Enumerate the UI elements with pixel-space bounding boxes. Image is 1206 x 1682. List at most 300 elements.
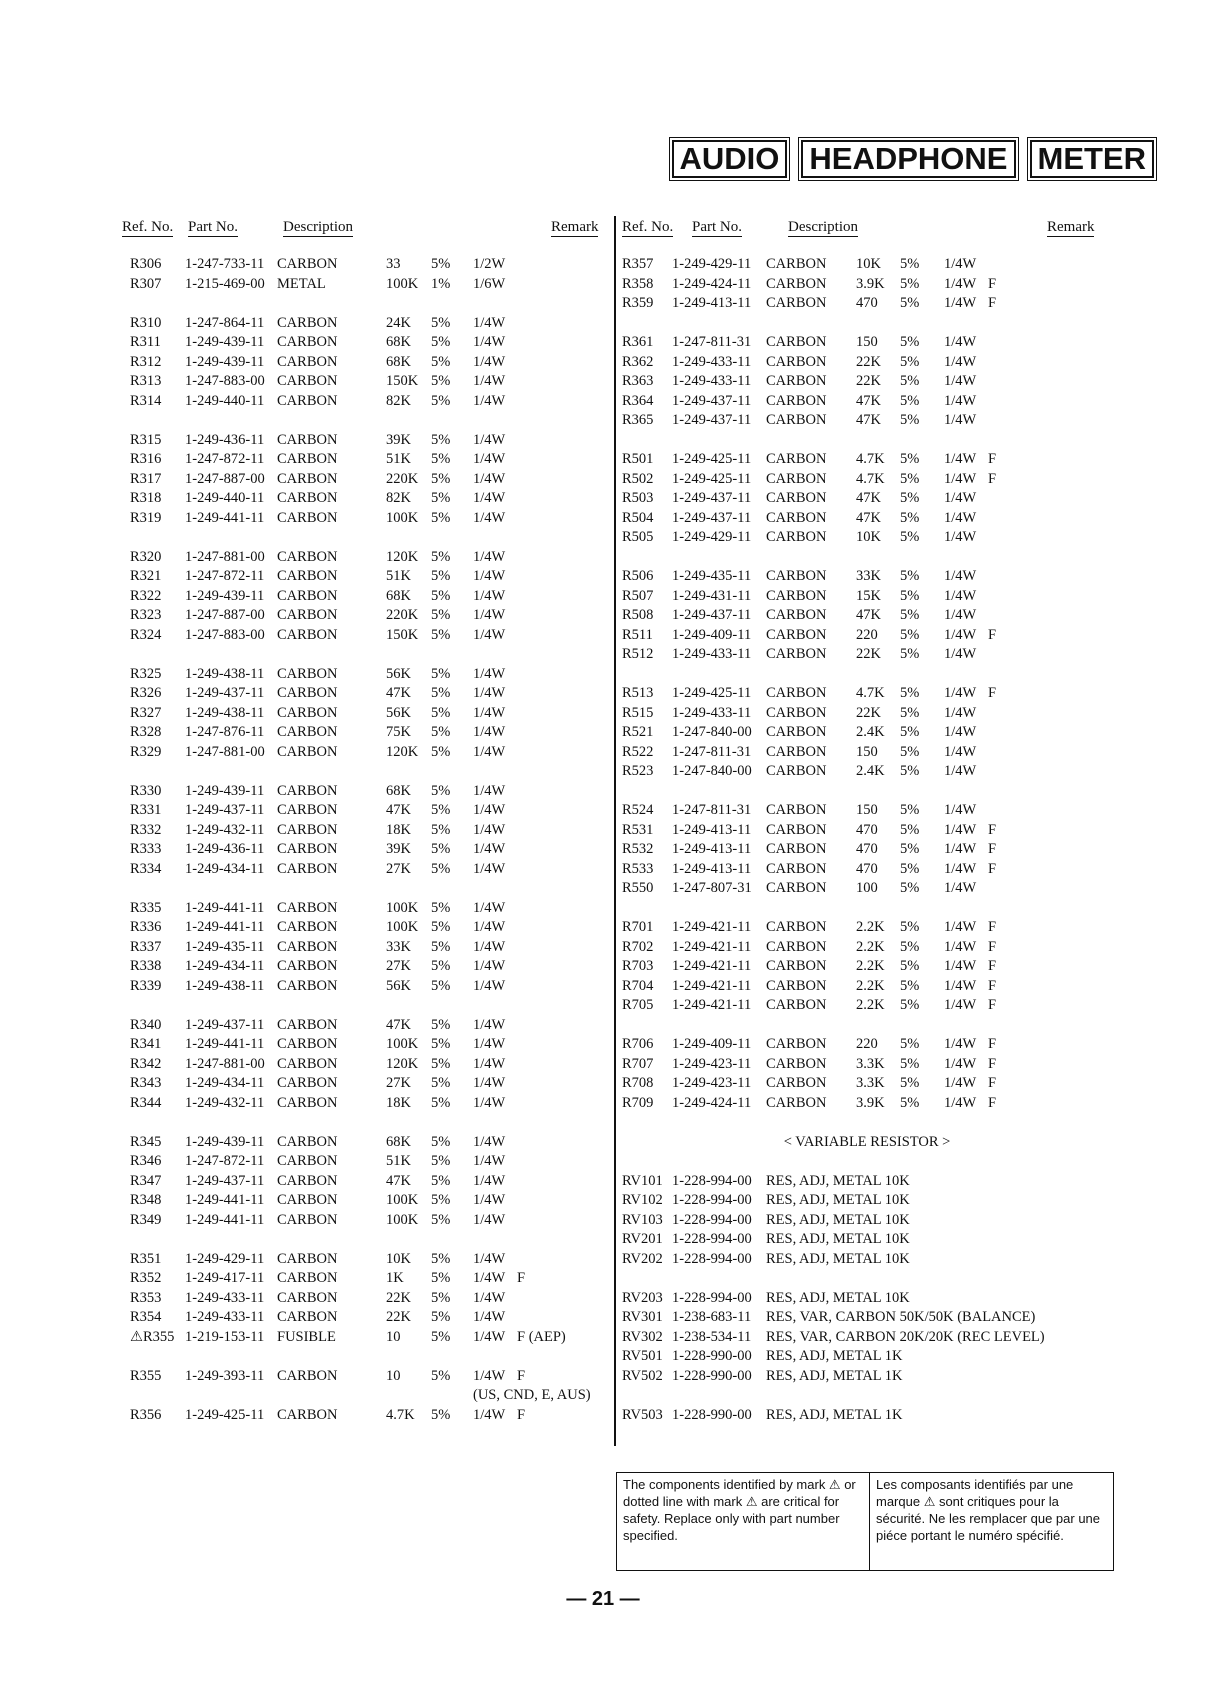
- cell-desc: CARBON: [766, 685, 827, 701]
- cell-watt: 1/4W: [944, 1055, 977, 1072]
- row-spacer: [122, 411, 609, 431]
- table-row: [122, 255, 609, 275]
- row-spacer: [122, 1230, 609, 1250]
- cell-watt: 1/2W: [473, 256, 506, 272]
- cell-tol: 5%: [431, 899, 451, 916]
- cell-watt: 1/4W: [473, 607, 506, 623]
- table-row: [122, 1133, 609, 1153]
- cell-desc: CARBON: [277, 1309, 338, 1325]
- table-row: [122, 918, 609, 938]
- table-row: [622, 411, 1112, 431]
- cell-tol: 5%: [900, 880, 920, 896]
- cell-watt: 1/4W: [473, 1367, 506, 1384]
- cell-ref: R363: [622, 373, 654, 389]
- cell-desc: CARBON: [277, 626, 338, 643]
- cell-tol: 5%: [900, 646, 920, 662]
- cell-part: 1-249-429-11: [672, 529, 752, 545]
- cell-val: 27K: [386, 1075, 411, 1091]
- cell-ref: R513: [622, 685, 654, 701]
- cell-val: 47K: [856, 509, 881, 526]
- cell-tol: 5%: [900, 997, 920, 1013]
- table-row: [622, 743, 1112, 763]
- cell-part: 1-249-437-11: [672, 607, 752, 623]
- cell-desc: CARBON: [277, 977, 338, 994]
- cell-part: 1-249-413-11: [672, 295, 752, 311]
- cell-ref: R550: [622, 880, 654, 896]
- table-row: [122, 899, 609, 919]
- cell-desc: CARBON: [766, 509, 827, 526]
- cell-part: 1-228-990-00: [672, 1406, 752, 1423]
- cell-val: 47K: [386, 685, 411, 701]
- cell-watt: 1/4W: [944, 470, 977, 487]
- cell-desc: CARBON: [277, 1094, 338, 1111]
- cell-ref: RV302: [622, 1328, 663, 1345]
- cell-val: 100K: [386, 509, 419, 526]
- row-spacer: [622, 1113, 1112, 1133]
- cell-tol: 5%: [431, 392, 451, 409]
- cell-desc: CARBON: [277, 724, 338, 740]
- cell-part: 1-249-439-11: [185, 353, 265, 370]
- cell-val: 22K: [386, 1289, 411, 1306]
- cell-desc: CARBON: [766, 1055, 827, 1072]
- cell-val: 68K: [386, 1133, 411, 1150]
- row-spacer: [622, 899, 1112, 919]
- cell-part: 1-249-429-11: [185, 1250, 265, 1267]
- cell-desc: CARBON: [766, 821, 827, 838]
- cell-rem: F: [517, 1406, 526, 1423]
- table-row: [622, 1289, 1112, 1309]
- cell-desc: RES, ADJ, METAL 10K: [766, 1231, 910, 1247]
- cell-ref: R331: [130, 802, 162, 818]
- cell-desc: CARBON: [766, 646, 827, 662]
- cell-watt: 1/4W: [473, 802, 506, 818]
- cell-watt: 1/4W: [473, 490, 506, 506]
- row-spacer: [122, 879, 609, 899]
- cell-desc: RES, ADJ, METAL 1K: [766, 1348, 903, 1364]
- row-spacer: [122, 294, 609, 314]
- table-row: [122, 801, 609, 821]
- cell-rem: F: [988, 938, 997, 955]
- cell-watt: 1/4W: [944, 938, 977, 955]
- cell-rem: F: [988, 977, 997, 994]
- cell-watt: 1/4W: [944, 919, 977, 935]
- cell-ref: R524: [622, 802, 654, 818]
- cell-tol: 5%: [431, 1153, 451, 1169]
- cell-desc: CARBON: [766, 880, 827, 896]
- cell-watt: 1/4W: [473, 977, 506, 994]
- cell-desc: CARBON: [766, 1075, 827, 1091]
- cell-ref: R344: [130, 1094, 162, 1111]
- table-row: [622, 372, 1112, 392]
- table-row: [122, 743, 609, 763]
- cell-val: 150K: [386, 373, 419, 389]
- cell-val: 120K: [386, 743, 419, 760]
- cell-tol: 5%: [900, 685, 920, 701]
- cell-watt: 1/4W: [944, 743, 977, 760]
- cell-part: 1-228-994-00: [672, 1211, 752, 1228]
- cell-tol: 5%: [900, 841, 920, 857]
- cell-rem: F: [988, 919, 997, 935]
- cell-tol: 5%: [431, 704, 451, 721]
- cell-watt: 1/4W: [944, 997, 977, 1013]
- cell-watt: 1/4W: [473, 1406, 506, 1423]
- cell-ref: R332: [130, 821, 162, 838]
- cell-part: 1-249-439-11: [185, 782, 265, 799]
- cell-tol: 5%: [431, 1289, 451, 1306]
- table-row: [622, 509, 1112, 529]
- cell-ref: R506: [622, 568, 654, 584]
- cell-ref: R511: [622, 626, 653, 643]
- safety-notice-french: Les composants identifiés par une marque ⚠ sont critiques pour la sécurité. Ne les remplacer que par une piéce portant le numéro spécifié.: [876, 1477, 1101, 1543]
- cell-tol: 5%: [431, 334, 451, 350]
- cell-rem: F: [988, 275, 997, 292]
- cell-ref: R512: [622, 646, 654, 662]
- cell-tol: 5%: [431, 509, 451, 526]
- cell-desc: CARBON: [766, 568, 827, 584]
- cell-ref: R323: [130, 607, 162, 623]
- table-row: [122, 1035, 609, 1055]
- cell-tol: 5%: [431, 1211, 451, 1228]
- cell-desc: RES, VAR, CARBON 50K/50K (BALANCE): [766, 1309, 1036, 1325]
- table-row: [622, 489, 1112, 509]
- cell-tol: 5%: [900, 763, 920, 779]
- table-row: [122, 1269, 609, 1289]
- cell-val: 47K: [856, 490, 881, 506]
- cell-tol: 5%: [900, 860, 920, 877]
- cell-ref: R330: [130, 782, 162, 799]
- cell-watt: 1/4W: [473, 1211, 506, 1228]
- cell-watt: 1/4W: [944, 724, 977, 740]
- cell-val: 220K: [386, 607, 419, 623]
- cell-part: 1-249-440-11: [185, 392, 265, 409]
- cell-watt: 1/4W: [944, 958, 977, 974]
- cell-watt: 1/4W: [473, 821, 506, 838]
- cell-ref: R306: [130, 256, 162, 272]
- cell-ref: R317: [130, 470, 162, 487]
- cell-tol: 5%: [431, 685, 451, 701]
- cell-watt: 1/4W: [944, 880, 977, 896]
- cell-watt: 1/4W: [473, 1250, 506, 1267]
- cell-val: 150: [856, 334, 878, 350]
- cell-val: 47K: [386, 1172, 411, 1189]
- cell-desc: CARBON: [766, 860, 827, 877]
- table-row: [122, 1172, 609, 1192]
- cell-ref: R328: [130, 724, 162, 740]
- cell-val: 47K: [386, 1016, 411, 1033]
- cell-ref: R503: [622, 490, 654, 506]
- cell-ref: R356: [130, 1406, 162, 1423]
- cell-desc: CARBON: [766, 724, 827, 740]
- row-spacer: [622, 1016, 1112, 1036]
- cell-desc: CARBON: [277, 938, 338, 955]
- table-row: [122, 509, 609, 529]
- cell-watt: 1/4W: [944, 977, 977, 994]
- cell-tol: 5%: [431, 314, 451, 331]
- cell-part: 1-247-876-11: [185, 724, 265, 740]
- cell-watt: 1/4W: [473, 1289, 506, 1306]
- cell-part: 1-249-434-11: [185, 1075, 265, 1091]
- cell-ref: RV101: [622, 1172, 663, 1189]
- page-number: — 21 —: [566, 1588, 640, 1610]
- cell-watt: 1/4W: [944, 451, 977, 467]
- cell-rem: F: [988, 685, 997, 701]
- tag-headphone: HEADPHONE: [801, 140, 1015, 178]
- cell-rem: F: [517, 1367, 526, 1384]
- table-row: [122, 1074, 609, 1094]
- table-row: [122, 275, 609, 295]
- cell-watt: 1/4W: [473, 1094, 506, 1111]
- cell-desc: CARBON: [766, 977, 827, 994]
- cell-tol: 5%: [900, 743, 920, 760]
- table-row: [122, 587, 609, 607]
- cell-ref: R322: [130, 587, 162, 604]
- cell-ref: R314: [130, 392, 162, 409]
- cell-ref: RV103: [622, 1211, 663, 1228]
- cell-ref: R324: [130, 626, 162, 643]
- cell-tol: 5%: [431, 919, 451, 935]
- cell-watt: 1/4W: [473, 451, 506, 467]
- cell-ref: R502: [622, 470, 654, 487]
- cell-desc: CARBON: [766, 275, 827, 292]
- table-row: [622, 528, 1112, 548]
- cell-tol: 5%: [431, 431, 451, 448]
- cell-rem: F: [988, 997, 997, 1013]
- cell-val: 150K: [386, 626, 419, 643]
- cell-watt: 1/4W: [944, 1075, 977, 1091]
- cell-rem: F: [988, 451, 997, 467]
- table-row: [622, 275, 1112, 295]
- cell-desc: CARBON: [277, 1406, 338, 1423]
- cell-tol: 5%: [431, 353, 451, 370]
- cell-watt: 1/4W: [944, 373, 977, 389]
- cell-val: 2.2K: [856, 919, 885, 935]
- description-header: Description: [788, 219, 858, 235]
- cell-watt: 1/4W: [473, 704, 506, 721]
- cell-watt: 1/4W: [944, 1036, 977, 1052]
- cell-val: 27K: [386, 958, 411, 974]
- cell-watt: 1/4W: [944, 334, 977, 350]
- cell-ref: R312: [130, 353, 162, 370]
- table-row: [122, 548, 609, 568]
- cell-tol: 5%: [900, 256, 920, 272]
- cell-part: 1-249-437-11: [672, 490, 752, 506]
- cell-tol: 5%: [900, 977, 920, 994]
- cell-val: 51K: [386, 568, 411, 584]
- cell-part: 1-249-439-11: [185, 334, 265, 350]
- cell-ref: R359: [622, 295, 654, 311]
- cell-watt: 1/6W: [473, 275, 506, 292]
- cell-ref: RV502: [622, 1367, 663, 1384]
- cell-desc: CARBON: [277, 821, 338, 838]
- cell-watt: 1/4W: [944, 568, 977, 584]
- left-column-header: [122, 218, 609, 242]
- table-row: [622, 294, 1112, 314]
- cell-part: 1-238-683-11: [672, 1309, 752, 1325]
- cell-watt: 1/4W: [944, 802, 977, 818]
- cell-tol: 5%: [431, 860, 451, 877]
- cell-desc: RES, ADJ, METAL 1K: [766, 1367, 903, 1384]
- cell-tol: 5%: [431, 256, 451, 272]
- cell-val: 220K: [386, 470, 419, 487]
- cell-val: 100K: [386, 1036, 419, 1052]
- cell-tol: 5%: [900, 607, 920, 623]
- tag-audio: AUDIO: [672, 140, 788, 178]
- table-row: [622, 1094, 1112, 1114]
- cell-desc: CARBON: [766, 704, 827, 721]
- cell-val: 3.3K: [856, 1075, 885, 1091]
- cell-desc: CARBON: [277, 1250, 338, 1267]
- cell-desc: CARBON: [766, 841, 827, 857]
- cell-ref: R348: [130, 1192, 162, 1208]
- cell-val: 4.7K: [856, 470, 885, 487]
- cell-tol: 5%: [900, 353, 920, 370]
- table-row: [122, 450, 609, 470]
- cell-val: 18K: [386, 1094, 411, 1111]
- cell-val: 100: [856, 880, 878, 896]
- table-row: [122, 1016, 609, 1036]
- cell-desc: CARBON: [277, 841, 338, 857]
- cell-tol: 5%: [900, 587, 920, 604]
- cell-part: 1-249-439-11: [185, 587, 265, 604]
- cell-ref: R336: [130, 919, 162, 935]
- cell-val: 10: [386, 1367, 401, 1384]
- cell-watt: 1/4W: [473, 334, 506, 350]
- row-spacer: [622, 665, 1112, 685]
- cell-watt: 1/4W: [473, 841, 506, 857]
- table-row: [122, 1289, 609, 1309]
- cell-watt: 1/4W: [473, 392, 506, 409]
- cell-watt: 1/4W: [473, 470, 506, 487]
- cell-val: 120K: [386, 1055, 419, 1072]
- cell-tol: 5%: [900, 626, 920, 643]
- table-row: [122, 1191, 609, 1211]
- cell-tol: 5%: [431, 1016, 451, 1033]
- cell-part: 1-249-433-11: [672, 704, 752, 721]
- table-row: [622, 1406, 1112, 1426]
- table-row: [622, 840, 1112, 860]
- cell-desc: CARBON: [766, 958, 827, 974]
- cell-tol: 5%: [900, 490, 920, 506]
- table-row: [122, 938, 609, 958]
- column-divider: [614, 216, 616, 1446]
- cell-ref: RV501: [622, 1348, 663, 1364]
- cell-tol: 5%: [900, 1075, 920, 1091]
- cell-watt: 1/4W: [944, 821, 977, 838]
- cell-ref: R315: [130, 431, 162, 448]
- table-row: [622, 1250, 1112, 1270]
- cell-ref: R351: [130, 1250, 162, 1267]
- cell-ref: R342: [130, 1055, 162, 1072]
- table-row: [122, 1055, 609, 1075]
- cell-tol: 5%: [431, 1094, 451, 1111]
- cell-val: 470: [856, 841, 878, 857]
- cell-ref: R708: [622, 1075, 654, 1091]
- cell-part: 1-249-437-11: [185, 802, 265, 818]
- cell-desc: RES, ADJ, METAL 10K: [766, 1192, 910, 1208]
- cell-watt: 1/4W: [944, 353, 977, 370]
- table-row: [122, 1386, 609, 1406]
- cell-part: 1-247-872-11: [185, 451, 265, 467]
- cell-part: 1-247-883-00: [185, 373, 265, 389]
- cell-val: 2.4K: [856, 763, 885, 779]
- cell-ref: R310: [130, 314, 162, 331]
- cell-part: 1-249-423-11: [672, 1075, 752, 1091]
- table-row: [622, 996, 1112, 1016]
- table-row: [122, 314, 609, 334]
- cell-rem: F: [517, 1270, 526, 1286]
- part-no-header: Part No.: [692, 219, 742, 235]
- cell-watt: 1/4W: [473, 1309, 506, 1325]
- cell-ref: R703: [622, 958, 654, 974]
- cell-part: 1-247-887-00: [185, 470, 265, 487]
- cell-tol: 5%: [431, 548, 451, 565]
- cell-watt: 1/4W: [473, 314, 506, 331]
- cell-part: 1-249-431-11: [672, 587, 752, 604]
- cell-val: 56K: [386, 665, 411, 682]
- cell-tol: 5%: [900, 1055, 920, 1072]
- cell-part: 1-249-424-11: [672, 275, 752, 292]
- table-row: [622, 1367, 1112, 1387]
- table-row: [622, 1328, 1112, 1348]
- cell-val: 33K: [386, 938, 411, 955]
- cell-watt: 1/4W: [944, 587, 977, 604]
- left-parts-column: [122, 218, 609, 1425]
- cell-desc: RES, ADJ, METAL 10K: [766, 1172, 910, 1189]
- row-spacer: [122, 1347, 609, 1367]
- cell-part: 1-249-423-11: [672, 1055, 752, 1072]
- table-row: [622, 1347, 1112, 1367]
- cell-watt: 1/4W: [473, 860, 506, 877]
- cell-tol: 5%: [431, 626, 451, 643]
- cell-ref: R334: [130, 860, 162, 877]
- cell-desc: CARBON: [766, 743, 827, 760]
- cell-watt: 1/4W: [944, 626, 977, 643]
- cell-val: 51K: [386, 1153, 411, 1169]
- table-row: [122, 957, 609, 977]
- cell-ref: R364: [622, 392, 654, 409]
- cell-tol: 1%: [431, 275, 451, 292]
- cell-ref: R521: [622, 724, 654, 740]
- cell-ref: RV201: [622, 1231, 663, 1247]
- cell-part: 1-228-994-00: [672, 1231, 752, 1247]
- cell-part: 1-249-393-11: [185, 1367, 265, 1384]
- cell-tol: 5%: [900, 938, 920, 955]
- cell-val: 3.9K: [856, 1094, 885, 1111]
- table-row: [622, 860, 1112, 880]
- section-tags: [672, 140, 1154, 178]
- cell-tol: 5%: [431, 724, 451, 740]
- cell-ref: R329: [130, 743, 162, 760]
- cell-tol: 5%: [431, 587, 451, 604]
- table-row: [622, 567, 1112, 587]
- cell-ref: R313: [130, 373, 162, 389]
- cell-tol: 5%: [431, 1075, 451, 1091]
- cell-val: 15K: [856, 587, 881, 604]
- cell-ref: R326: [130, 685, 162, 701]
- cell-ref: R532: [622, 841, 654, 857]
- cell-tol: 5%: [431, 743, 451, 760]
- cell-part: 1-228-994-00: [672, 1172, 752, 1189]
- cell-part: 1-249-433-11: [672, 353, 752, 370]
- cell-part: 1-249-425-11: [185, 1406, 265, 1423]
- cell-watt: 1/4W: [473, 1055, 506, 1072]
- cell-ref: R365: [622, 412, 654, 428]
- cell-val: 33: [386, 256, 401, 272]
- row-spacer: [622, 1269, 1112, 1289]
- table-row: [122, 489, 609, 509]
- cell-val: 470: [856, 295, 878, 311]
- cell-ref: R318: [130, 490, 162, 506]
